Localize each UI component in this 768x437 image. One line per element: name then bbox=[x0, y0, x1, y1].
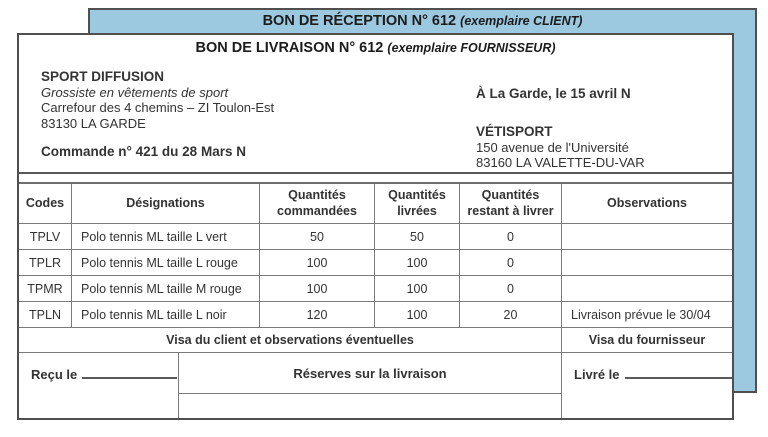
cell-qty-delivered: 100 bbox=[375, 302, 460, 327]
cell-code: TPLN bbox=[19, 302, 72, 327]
reception-slip-title bbox=[90, 13, 755, 29]
cell-qty-remaining: 0 bbox=[460, 276, 562, 301]
delivery-reserves-label: Réserves sur la livraison bbox=[179, 353, 561, 394]
client-visa-label: Visa du client et observations éventuelles bbox=[19, 328, 562, 352]
table-row bbox=[19, 276, 732, 302]
client-name: VÉTISPORT bbox=[476, 124, 553, 139]
cell-qty-delivered: 50 bbox=[375, 224, 460, 249]
received-date-line bbox=[82, 367, 177, 379]
header-qty-ordered: Quantités commandées bbox=[260, 184, 375, 223]
cell-observation bbox=[562, 224, 732, 249]
table-row bbox=[19, 224, 732, 250]
supplier-address-block bbox=[41, 69, 274, 131]
client-address-line1: 150 avenue de l'Université bbox=[476, 139, 629, 155]
cell-qty-ordered: 100 bbox=[260, 276, 375, 301]
delivery-title-text: BON DE LIVRAISON N° 612 bbox=[195, 40, 384, 56]
delivered-on-cell bbox=[562, 353, 732, 418]
delivery-reserves-cell bbox=[179, 353, 562, 418]
delivery-copy-note: (exemplaire FOURNISSEUR) bbox=[387, 41, 556, 55]
signature-row bbox=[19, 353, 732, 418]
delivered-on-label: Livré le bbox=[574, 367, 620, 382]
header-designations: Désignations bbox=[72, 184, 260, 223]
table-row bbox=[19, 250, 732, 276]
place-and-date: À La Garde, le 15 avril N bbox=[476, 86, 631, 101]
cell-qty-ordered: 100 bbox=[260, 250, 375, 275]
info-section bbox=[19, 35, 732, 174]
cell-qty-remaining: 0 bbox=[460, 250, 562, 275]
cell-code: TPLR bbox=[19, 250, 72, 275]
header-codes: Codes bbox=[19, 184, 72, 223]
client-address-block bbox=[476, 124, 645, 171]
cell-qty-ordered: 120 bbox=[260, 302, 375, 327]
table-header-row bbox=[19, 184, 732, 224]
delivery-slip-sheet bbox=[17, 33, 734, 420]
items-table bbox=[19, 182, 732, 418]
supplier-address-line1: Carrefour des 4 chemins – ZI Toulon-Est bbox=[41, 100, 275, 115]
cell-qty-delivered: 100 bbox=[375, 250, 460, 275]
cell-qty-delivered: 100 bbox=[375, 276, 460, 301]
cell-observation: Livraison prévue le 30/04 bbox=[571, 307, 711, 322]
supplier-address-line2: 83130 LA GARDE bbox=[41, 115, 146, 131]
supplier-visa-label: Visa du fournisseur bbox=[588, 333, 706, 347]
visa-header-row bbox=[19, 328, 732, 353]
supplier-activity: Grossiste en vêtements de sport bbox=[41, 84, 229, 100]
cell-code: TPLV bbox=[19, 224, 72, 249]
delivered-date-line bbox=[625, 367, 732, 379]
cell-designation: Polo tennis ML taille L rouge bbox=[72, 250, 260, 275]
cell-designation: Polo tennis ML taille L noir bbox=[72, 302, 260, 327]
table-row bbox=[19, 302, 732, 328]
received-on-label: Reçu le bbox=[31, 367, 78, 382]
header-qty-delivered: Quantités livrées bbox=[375, 184, 460, 223]
client-address-line2: 83160 LA VALETTE-DU-VAR bbox=[476, 155, 645, 170]
cell-qty-ordered: 50 bbox=[260, 224, 375, 249]
header-qty-remaining: Quantités restant à livrer bbox=[460, 184, 562, 223]
cell-code: TPMR bbox=[19, 276, 72, 301]
received-on-cell bbox=[19, 353, 179, 418]
cell-qty-remaining: 20 bbox=[460, 302, 562, 327]
header-observations: Observations bbox=[607, 195, 687, 210]
reception-copy-note: (exemplaire CLIENT) bbox=[460, 14, 583, 28]
cell-designation: Polo tennis ML taille L vert bbox=[72, 224, 260, 249]
supplier-name: SPORT DIFFUSION bbox=[41, 69, 165, 84]
delivery-reserves-blank-area bbox=[179, 394, 561, 418]
cell-observation bbox=[562, 250, 732, 275]
cell-designation: Polo tennis ML taille M rouge bbox=[72, 276, 260, 301]
cell-observation bbox=[562, 276, 732, 301]
reception-title-text: BON DE RÉCEPTION N° 612 bbox=[262, 13, 457, 29]
cell-qty-remaining: 0 bbox=[460, 224, 562, 249]
order-reference: Commande n° 421 du 28 Mars N bbox=[41, 144, 246, 159]
